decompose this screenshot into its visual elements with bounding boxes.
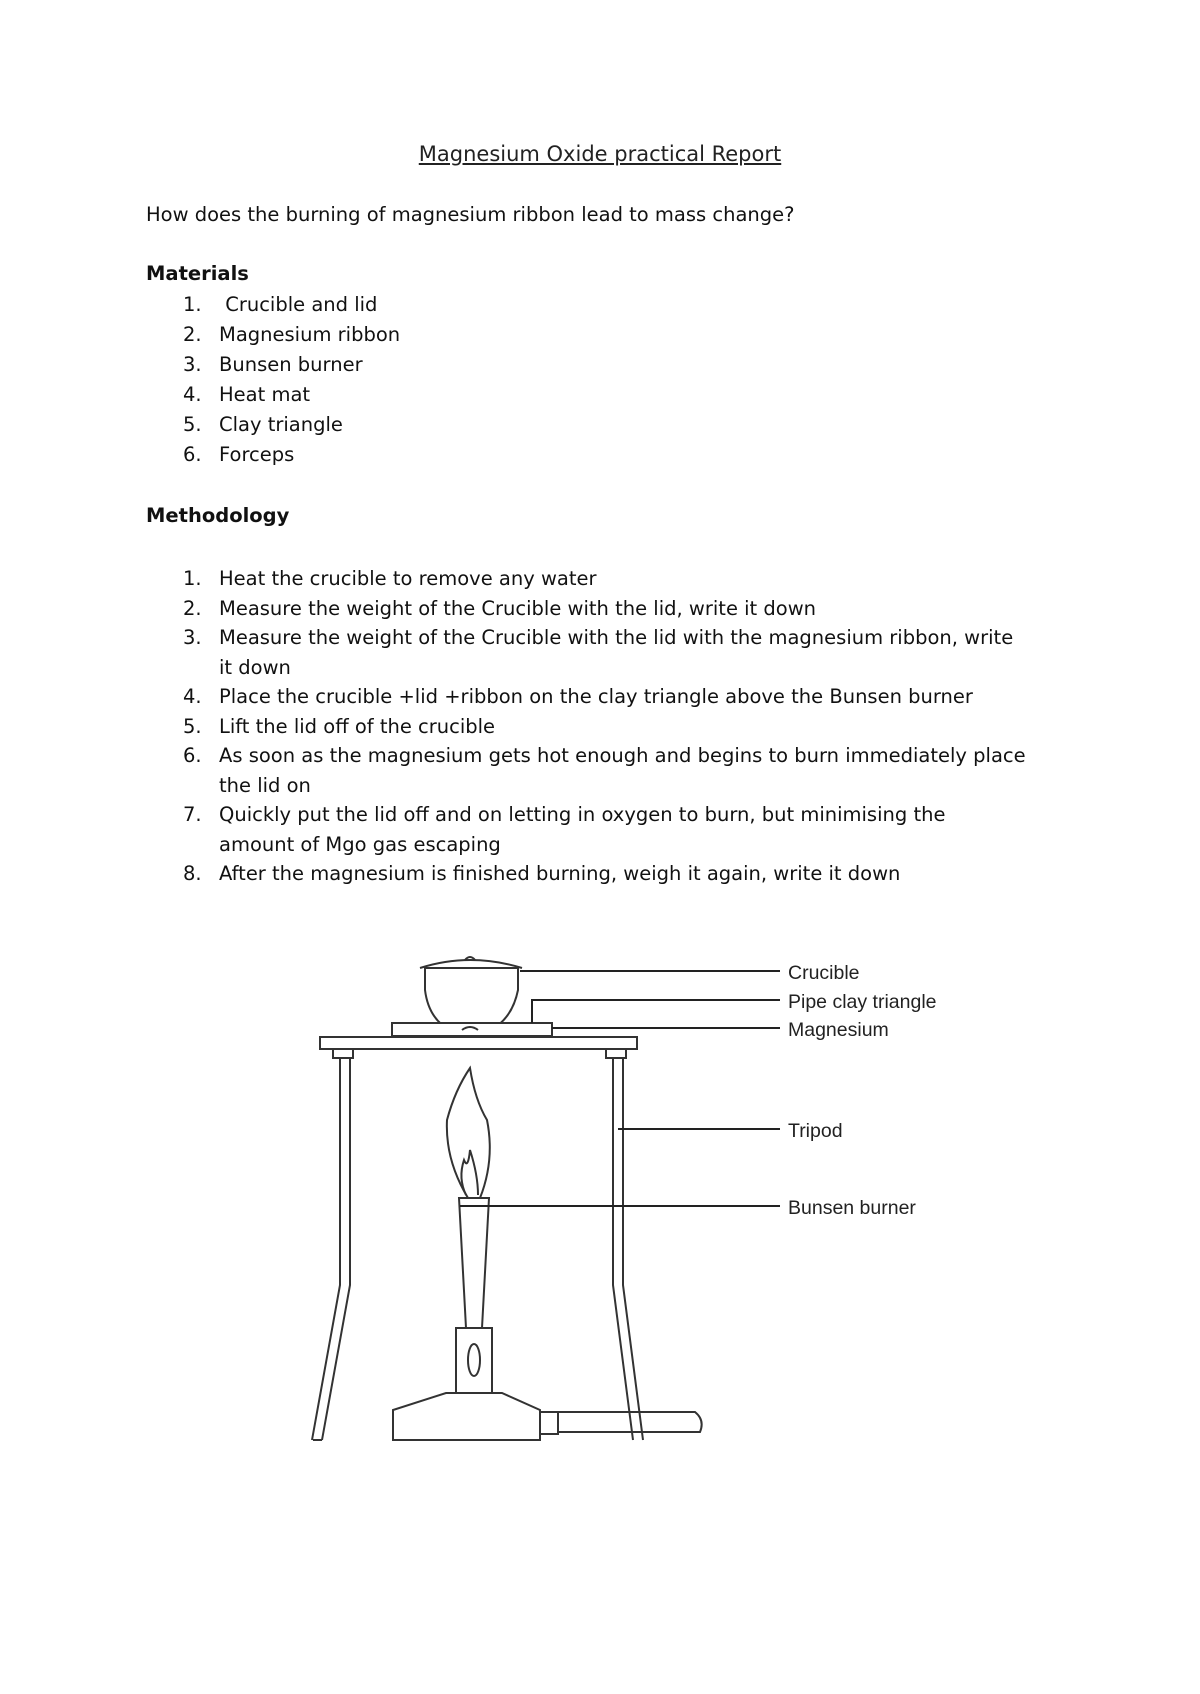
- list-text: Forceps: [219, 443, 295, 466]
- flame-drawing: [447, 1068, 490, 1198]
- label-bunsen-burner: Bunsen burner: [788, 1197, 916, 1219]
- list-text: Magnesium ribbon: [219, 323, 401, 346]
- list-text: Place the crucible +lid +ribbon on the clay triangle above the Bunsen burner: [219, 685, 973, 708]
- list-number: 1.: [183, 567, 202, 590]
- list-number: 2.: [183, 323, 202, 346]
- list-number: 6.: [183, 443, 202, 466]
- bunsen-burner-drawing: [393, 1198, 702, 1440]
- list-number: 6.: [183, 744, 202, 767]
- list-text: Crucible and lid: [219, 293, 378, 316]
- list-number: 2.: [183, 596, 202, 620]
- list-number: 4.: [183, 685, 202, 708]
- list-text: Lift the lid off of the crucible: [219, 714, 496, 738]
- list-text: Measure the weight of the Crucible with the lid with the magnesium ribbon, write it down: [219, 626, 1014, 679]
- list-number: 5.: [183, 413, 202, 436]
- list-number: 3.: [183, 626, 202, 649]
- list-text: Quickly put the lid off and on letting in oxygen to burn, but minimising the amount of Mgo gas escaping: [219, 803, 946, 856]
- research-question: How does the burning of magnesium ribbon lead to mass change?: [146, 203, 795, 226]
- label-pipe-clay-triangle: Pipe clay triangle: [788, 991, 937, 1013]
- list-text: After the magnesium is finished burning, weigh it again, write it down: [219, 862, 901, 885]
- methodology-heading: Methodology: [146, 504, 290, 527]
- label-crucible: Crucible: [788, 962, 860, 984]
- materials-heading: Materials: [146, 262, 249, 285]
- page-title: Magnesium Oxide practical Report: [418, 142, 782, 166]
- list-number: 8.: [183, 862, 202, 885]
- list-number: 1.: [183, 293, 202, 316]
- list-number: 5.: [183, 714, 202, 738]
- list-text: Clay triangle: [219, 413, 343, 436]
- list-text: Heat the crucible to remove any water: [219, 567, 597, 590]
- list-text: Bunsen burner: [219, 353, 363, 376]
- list-text: Heat mat: [219, 383, 311, 406]
- clay-triangle-drawing: [392, 1023, 552, 1036]
- list-number: 3.: [183, 353, 202, 376]
- list-number: 4.: [183, 383, 202, 406]
- list-text: Measure the weight of the Crucible with the lid, write it down: [219, 596, 817, 620]
- tripod-top-drawing: [320, 1037, 637, 1049]
- list-text: As soon as the magnesium gets hot enough and begins to burn immediately place the lid on: [219, 744, 1026, 797]
- label-tripod: Tripod: [788, 1120, 843, 1142]
- label-magnesium: Magnesium: [788, 1019, 889, 1041]
- list-number: 7.: [183, 803, 202, 826]
